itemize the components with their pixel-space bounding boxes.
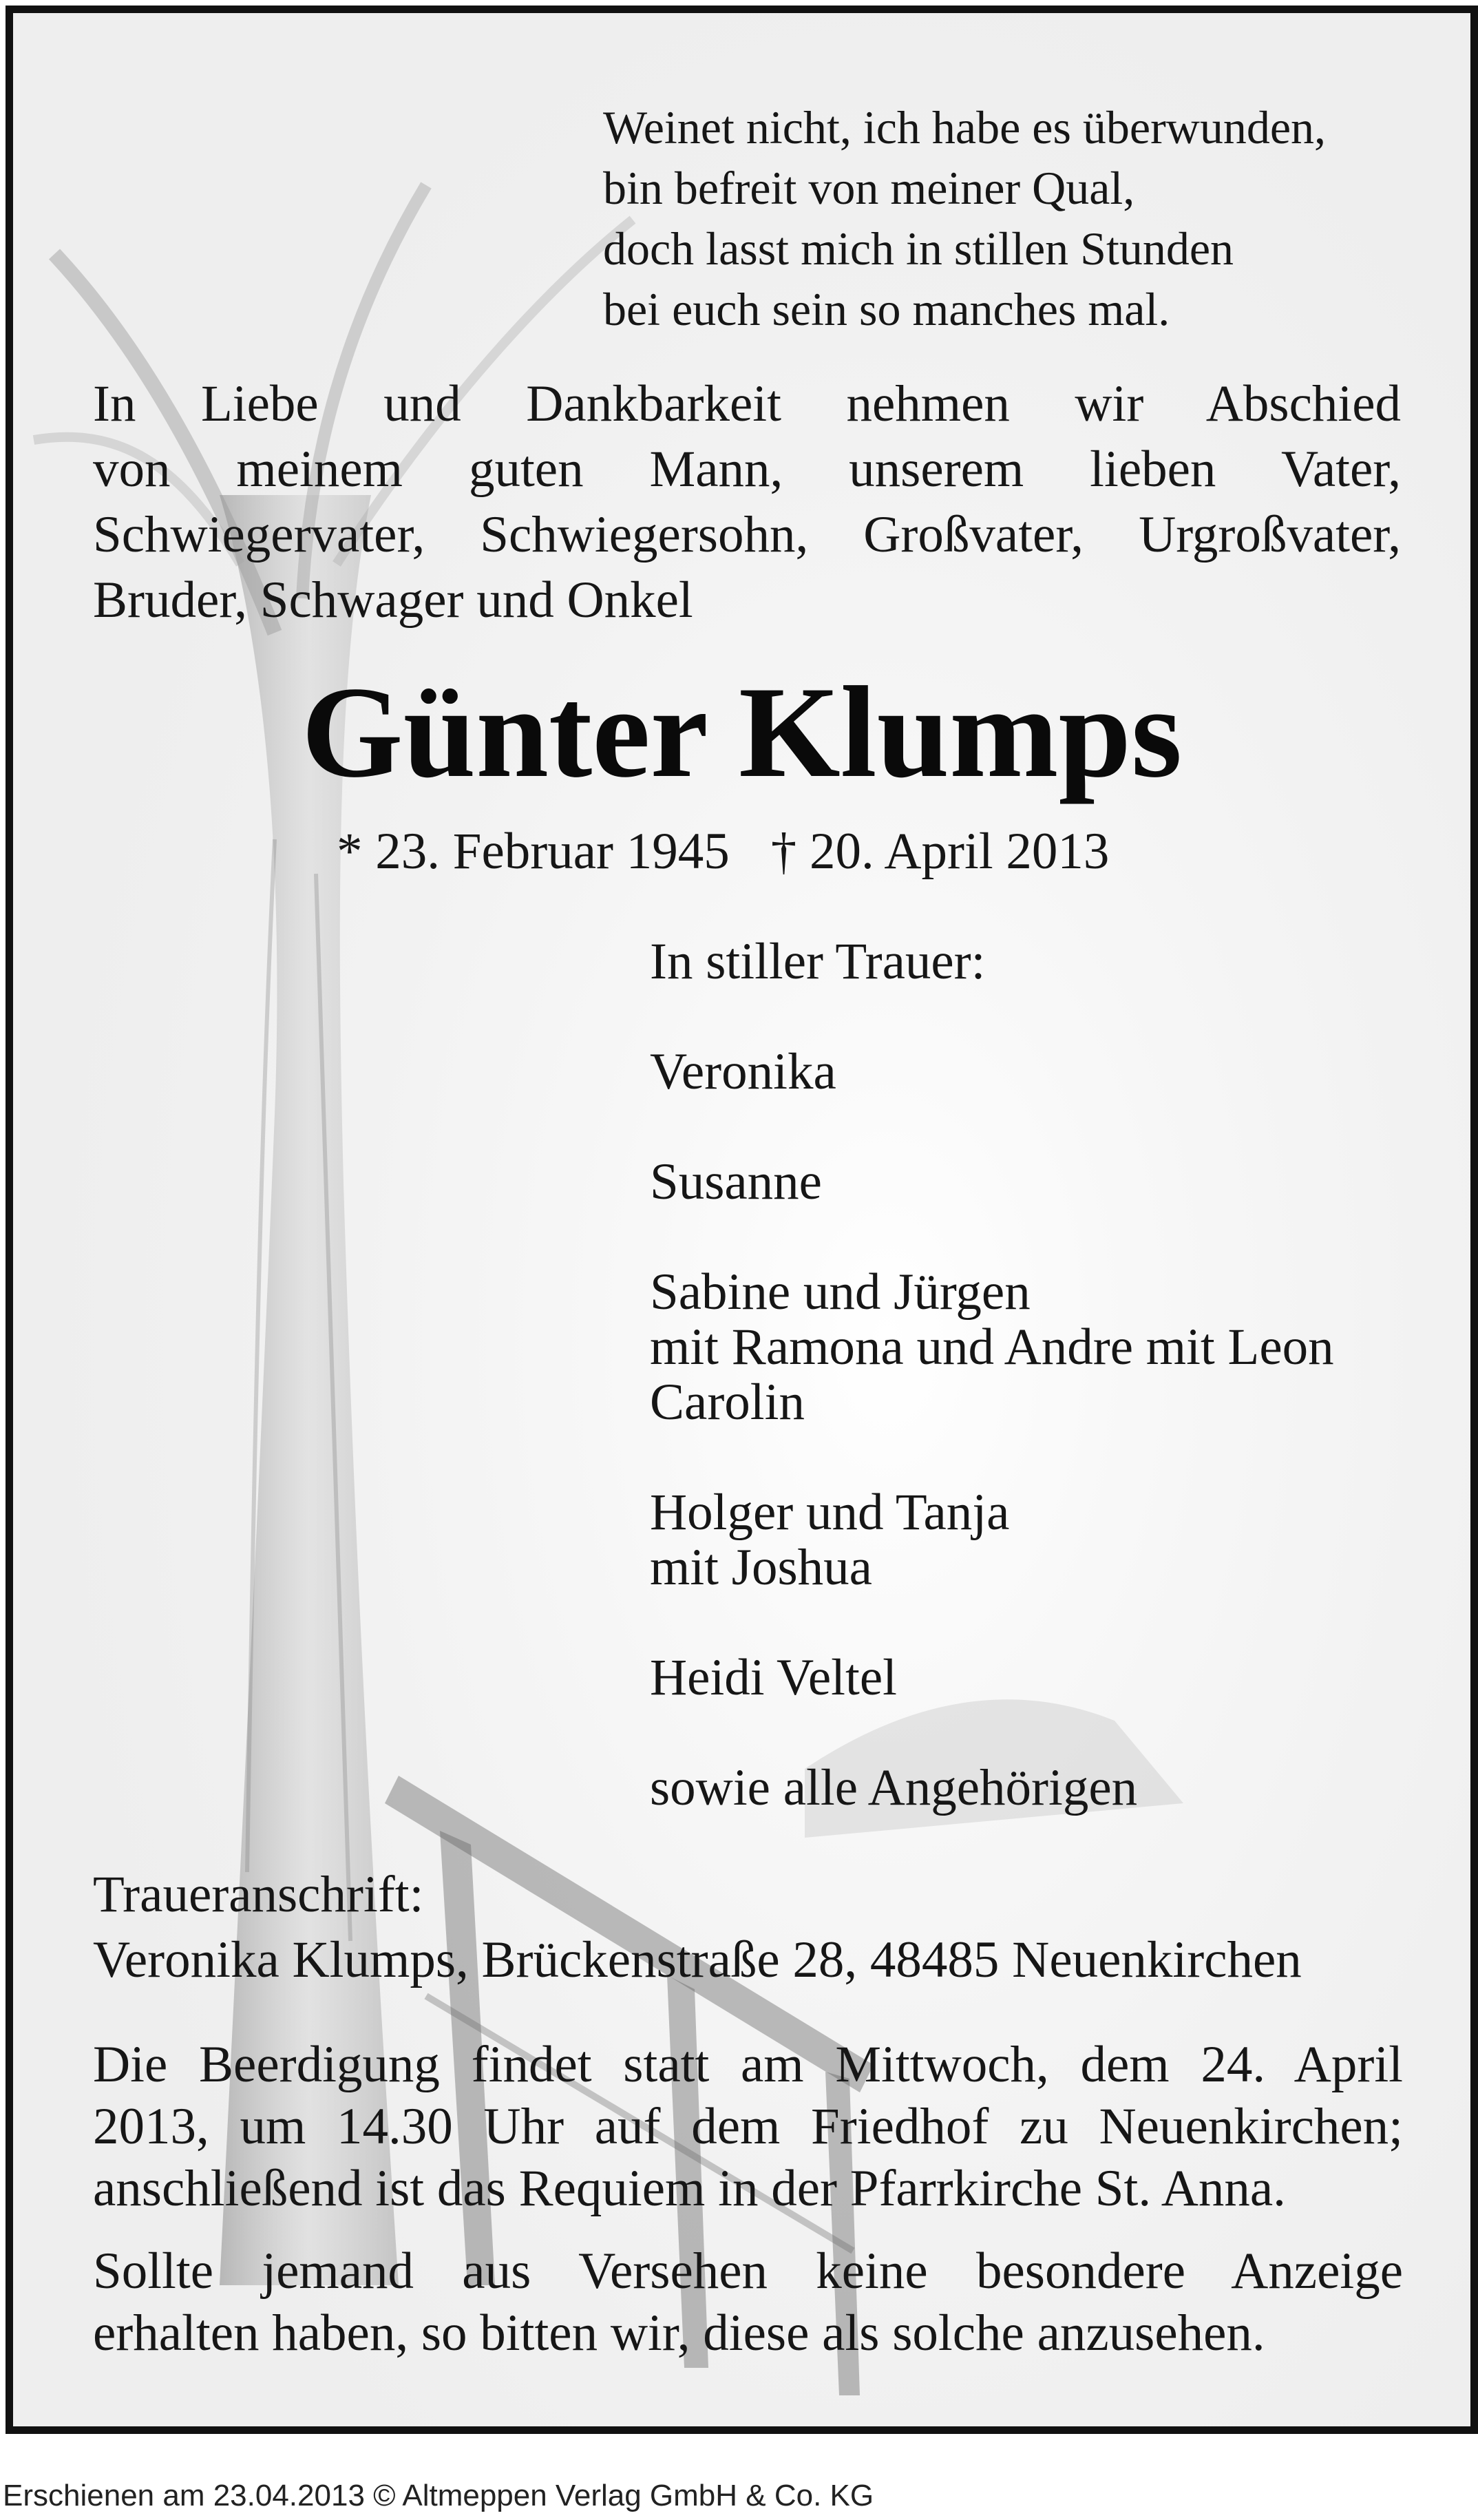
mourners-heading: In stiller Trauer: bbox=[650, 933, 986, 990]
poem-line: doch lasst mich in stillen Stunden bbox=[603, 222, 1234, 275]
mourner-group bbox=[650, 1044, 1334, 1100]
intro-line: Schwiegervater, Schwiegersohn, Großvater, Urgroßvater, bbox=[93, 506, 1401, 563]
mourner-group bbox=[650, 1761, 1334, 1816]
intro-text bbox=[93, 371, 1401, 633]
birth-date: * 23. Februar 1945 bbox=[337, 823, 730, 880]
mourner-group bbox=[650, 1485, 1334, 1595]
poem-line: bin befreit von meiner Qual, bbox=[603, 162, 1135, 214]
mourner-line: mit Joshua bbox=[650, 1539, 872, 1596]
poem-line: Weinet nicht, ich habe es überwunden, bbox=[603, 101, 1327, 154]
publication-footer: Erschienen am 23.04.2013 © Altmeppen Verlag GmbH & Co. KG bbox=[3, 2479, 874, 2512]
address-value: Veronika Klumps, Brückenstraße 28, 48485 Neuenkirchen bbox=[93, 1931, 1302, 1988]
notice-line: Sollte jemand aus Versehen keine besondere Anzeige bbox=[93, 2243, 1403, 2300]
burial-line: Die Beerdigung findet statt am Mittwoch, dem 24. April bbox=[93, 2036, 1403, 2093]
deceased-name: Günter Klumps bbox=[301, 660, 1183, 805]
intro-line: Bruder, Schwager und Onkel bbox=[93, 571, 693, 629]
life-dates bbox=[337, 823, 1110, 880]
intro-line: von meinem guten Mann, unserem lieben Vater, bbox=[93, 441, 1401, 498]
mourner-group bbox=[650, 1155, 1334, 1210]
mourner-line: mit Ramona und Andre mit Leon bbox=[650, 1319, 1334, 1376]
mourner-line: Veronika bbox=[650, 1043, 836, 1100]
burial-notice bbox=[93, 2034, 1403, 2220]
address-label: Traueranschrift: bbox=[93, 1866, 424, 1923]
burial-line: anschließend ist das Requiem in der Pfarrkirche St. Anna. bbox=[93, 2160, 1286, 2217]
closing-notice bbox=[93, 2240, 1403, 2364]
mourner-group bbox=[650, 1650, 1334, 1705]
mourner-line: sowie alle Angehörigen bbox=[650, 1759, 1138, 1816]
mourners-list bbox=[650, 934, 1334, 1871]
mourner-line: Holger und Tanja bbox=[650, 1484, 1010, 1541]
mourner-group bbox=[650, 1265, 1334, 1430]
mourner-line: Carolin bbox=[650, 1374, 805, 1431]
mourner-line: Susanne bbox=[650, 1153, 822, 1210]
notice-line: erhalten haben, so bitten wir, diese als solche anzusehen. bbox=[93, 2304, 1265, 2362]
poem-line: bei euch sein so manches mal. bbox=[603, 283, 1170, 335]
mourning-address bbox=[93, 1862, 1302, 1993]
poem bbox=[603, 97, 1326, 339]
mourner-line: Heidi Veltel bbox=[650, 1649, 897, 1706]
obituary-frame bbox=[6, 6, 1478, 2434]
intro-line: In Liebe und Dankbarkeit nehmen wir Abschied bbox=[93, 375, 1401, 432]
mourner-line: Sabine und Jürgen bbox=[650, 1263, 1031, 1321]
burial-line: 2013, um 14.30 Uhr auf dem Friedhof zu Neuenkirchen; bbox=[93, 2098, 1403, 2155]
death-date: † 20. April 2013 bbox=[770, 823, 1110, 880]
